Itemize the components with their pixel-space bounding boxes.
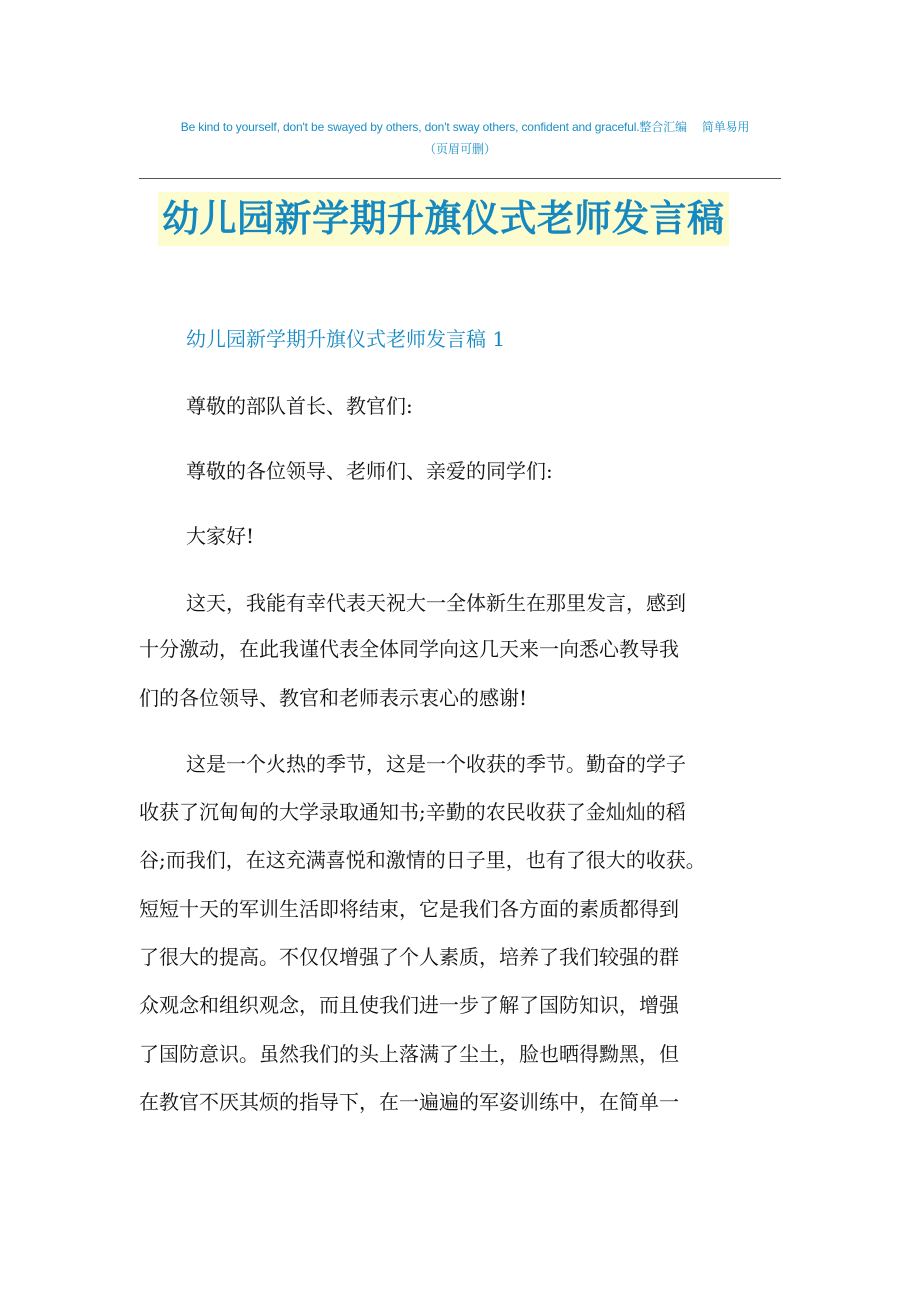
- paragraph-line: 了很大的提高。不仅仅增强了个人素质，培养了我们较强的群: [139, 945, 679, 969]
- paragraph-line: 众观念和组织观念，而且使我们进一步了解了国防知识，增强: [139, 993, 679, 1017]
- paragraph-line: 十分激动，在此我谨代表全体同学向这几天来一向悉心教导我: [139, 637, 679, 661]
- paragraph-line: 谷;而我们，在这充满喜悦和激情的日子里，也有了很大的收获。: [139, 848, 706, 872]
- paragraph-line: 收获了沉甸甸的大学录取通知书;辛勤的农民收获了金灿灿的稻: [139, 800, 686, 824]
- paragraph-line: 这是一个火热的季节，这是一个收获的季节。勤奋的学子: [186, 752, 686, 776]
- greeting-line: 尊敬的各位领导、老师们、亲爱的同学们:: [186, 459, 553, 483]
- header-tagline: Be kind to yourself, don't be swayed by others, don't sway others, confident and graceful.整合汇编 简单易用: [180, 120, 750, 134]
- greeting-line: 大家好!: [186, 524, 255, 548]
- section-title: 幼儿园新学期升旗仪式老师发言稿 1: [186, 327, 506, 351]
- document-title: 幼儿园新学期升旗仪式老师发言稿: [158, 192, 729, 246]
- header-note: （页眉可删）: [423, 142, 496, 156]
- paragraph-line: 们的各位领导、教官和老师表示衷心的感谢!: [139, 686, 528, 710]
- greeting-line: 尊敬的部队首长、教官们:: [186, 394, 413, 418]
- paragraph-line: 短短十天的军训生活即将结束，它是我们各方面的素质都得到: [139, 897, 679, 921]
- paragraph-line: 了国防意识。虽然我们的头上落满了尘土，脸也晒得黝黑，但: [139, 1042, 679, 1066]
- paragraph-line: 在教官不厌其烦的指导下，在一遍遍的军姿训练中，在简单一: [139, 1090, 679, 1114]
- paragraph-line: 这天，我能有幸代表天祝大一全体新生在那里发言，感到: [186, 591, 686, 615]
